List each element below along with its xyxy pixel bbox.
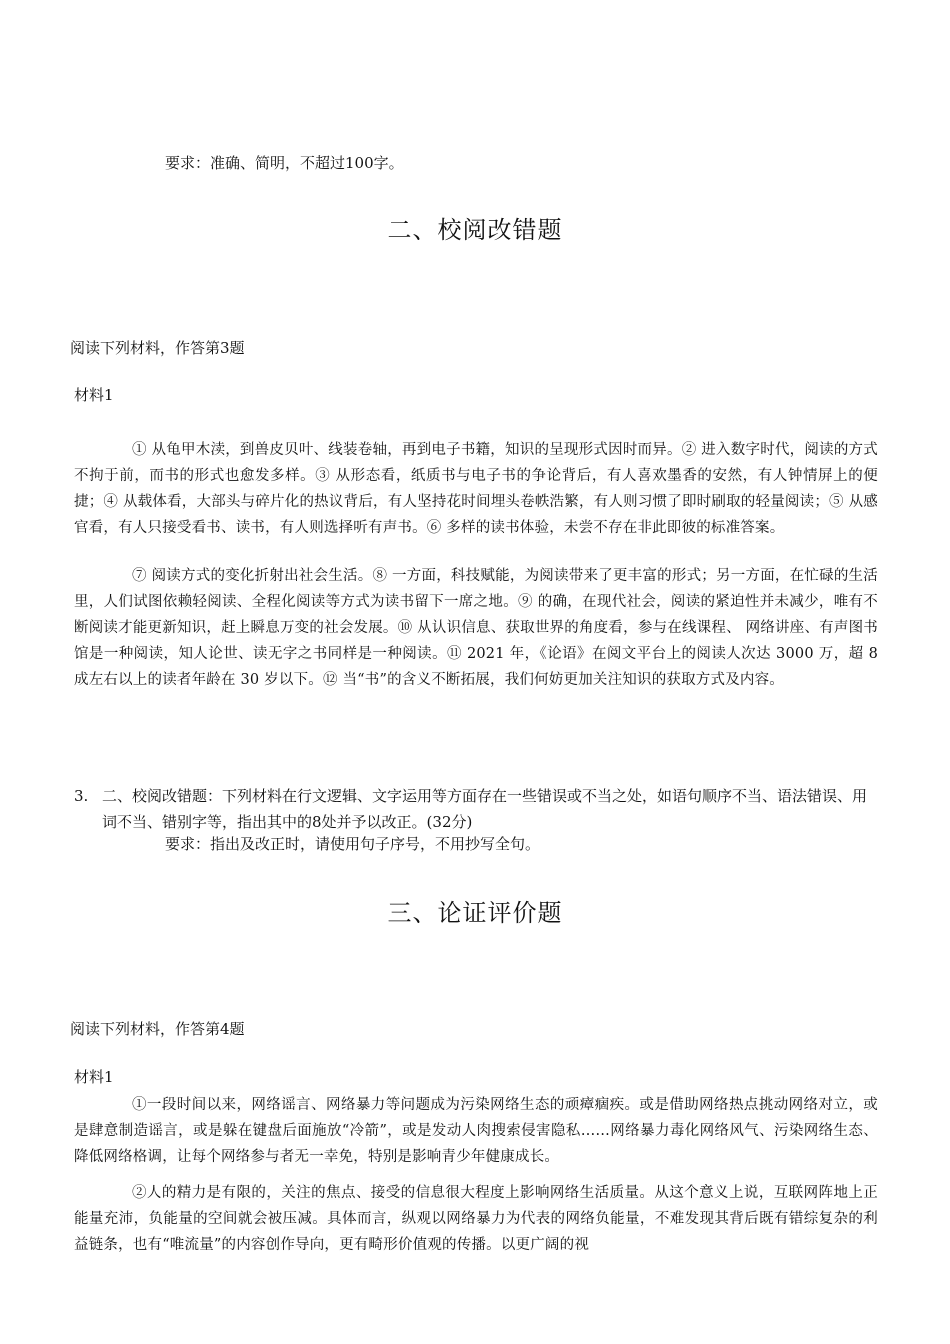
question-number: 3. — [74, 787, 89, 805]
section2-paragraph-1: ① 从龟甲木渎，到兽皮贝叶、线装卷轴，再到电子书籍，知识的呈现形式因时而异。② 进入数字时代，阅读的方式不拘于前，而书的形式也愈发多样。③ 从形态看，纸质书与电子书的争论背后，有人喜欢墨香的安然，有人钟情屏上的便捷；④ 从载体看，大部头与碎片化的热议背后，有人坚持花时间埋头卷帙浩繁，有人则习惯了即时刷取的轻量阅读；⑤ 从感官看，有人只接受看书、读书，有人则选择听有声书。⑥ 多样的读书体验，未尝不存在非此即彼的标准答案。 — [74, 442, 878, 536]
section3-paragraph-2: ②人的精力是有限的，关注的焦点、接受的信息很大程度上影响网络生活质量。从这个意义上说，互联网阵地上正能量充沛，负能量的空间就会被压减。具体而言，纵观以网络暴力为代表的网络负能量，不难发现其背后既有错综复杂的利益链条，也有“唯流量”的内容创作导向，更有畸形价值观的传播。以更广阔的视 — [74, 1185, 878, 1253]
section3-lead: 阅读下列材料，作答第4题 — [70, 1020, 245, 1038]
section-title-proofreading: 二、校阅改错题 — [387, 216, 563, 244]
section2-paragraph-2: ⑦ 阅读方式的变化折射出社会生活。⑧ 一方面，科技赋能，为阅读带来了更丰富的形式；另一方面，在忙碌的生活里，人们试图依赖轻阅读、全程化阅读等方式为读书留下一席之地。⑨ 的确，在现代社会，阅读的紧迫性并未减少，唯有不断阅读才能更新知识，赶上瞬息万变的社会发展。⑩ 从认识信息、获取世界的角度看，参与在线课程、 网络讲座、有声图书馆是一种阅读，知人论世、读无字之书同样是一种阅读。⑪ 2021 年，《论语》在阅文平台上的阅读人次达 3000 万，超 8 成左右以上的读者年龄在 30 岁以下。⑫ 当“书”的含义不断拓展，我们何妨更加关注知识的获取方式及内容。 — [74, 568, 878, 688]
question-text: 二、校阅改错题：下列材料在行文逻辑、文字运用等方面存在一些错误或不当之处，如语句顺序不当、语法错误、用词不当、错别字等，指出其中的8处并予以改正。(32分) — [102, 787, 868, 831]
section-title-argument-evaluation: 三、论证评价题 — [387, 899, 563, 927]
section2-lead: 阅读下列材料，作答第3题 — [70, 339, 245, 357]
question-requirement: 要求：指出及改正时，请使用句子序号，不用抄写全句。 — [165, 835, 541, 853]
section2-material-label: 材料1 — [74, 386, 114, 404]
top-requirement: 要求：准确、简明，不超过100字。 — [165, 154, 404, 172]
section3-material-label: 材料1 — [74, 1068, 114, 1086]
section3-paragraph-1: ①一段时间以来，网络谣言、网络暴力等问题成为污染网络生态的顽瘴痼疾。或是借助网络热点挑动网络对立，或是肆意制造谣言，或是躲在键盘后面施放“冷箭”，或是发动人肉搜索侵害隐私……网络暴力毒化网络风气、污染网络生态、降低网络格调，让每个网络参与者无一幸免，特别是影响青少年健康成长。 — [74, 1097, 878, 1165]
question-3 — [74, 783, 880, 835]
